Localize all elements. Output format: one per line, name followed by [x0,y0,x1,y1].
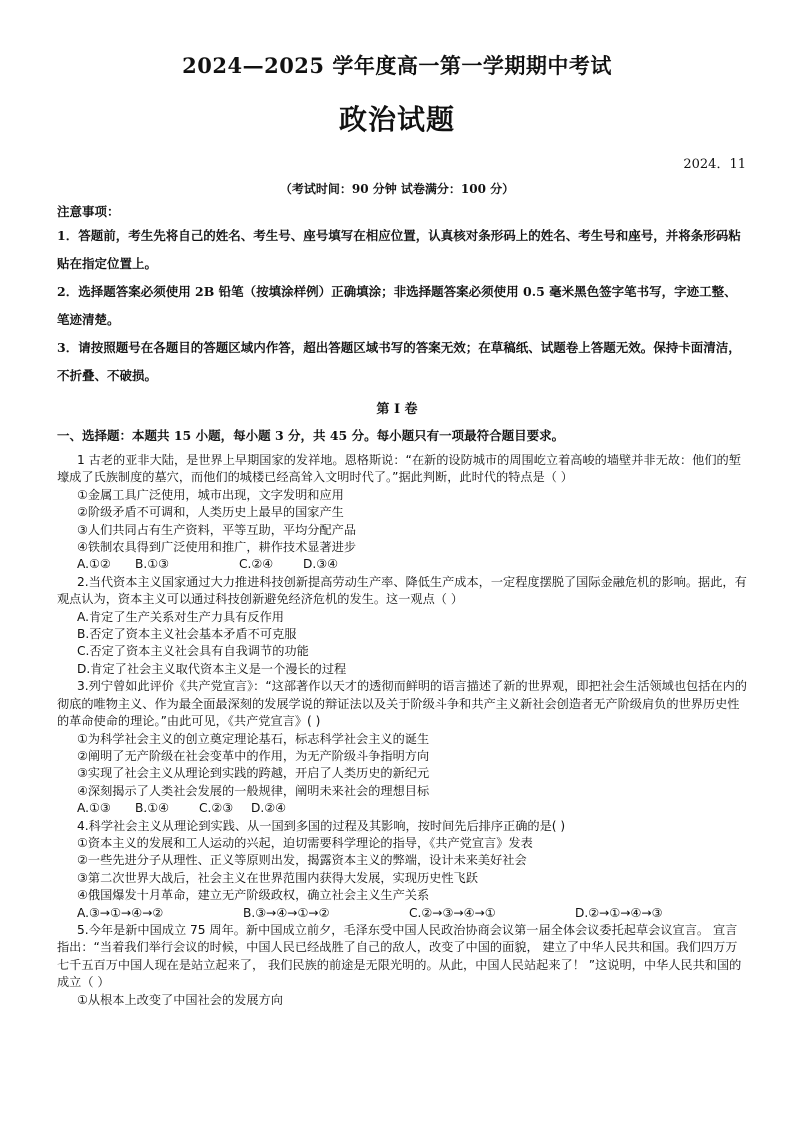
question-2-option: D.肯定了社会主义取代资本主义是一个漫长的过程 [77,661,347,676]
question-2-option: A.肯定了生产关系对生产力具有反作用 [77,609,284,624]
question-4-statement: ③第二次世界大战后，社会主义在世界范围内获得大发展，实现历史性飞跃 [77,870,478,885]
notice-item-3: 3．请按照题号在各题目的答题区域内作答，超出答题区域书写的答案无效；在草稿纸、试题卷上答题无效。保持卡面清洁，不折叠、不破损。 [57,340,741,383]
notice-item-2: 2．选择题答案必须使用 2B 铅笔（按填涂样例）正确填涂；非选择题答案必须使用 0.5 毫米黑色签字笔书写，字迹工整、笔迹清楚。 [57,284,737,327]
question-2-option: C.否定了资本主义社会具有自我调节的功能 [77,644,309,659]
question-3-statement: ④深刻揭示了人类社会发展的一般规律，阐明未来社会的理想目标 [77,783,430,798]
question-3-stem: 3.列宁曾如此评价《共产党宣言》：“这部著作以天才的透彻而鲜明的语言描述了新的世界观，即把社会生活领域也包括在内的彻底的唯物主义、作为最全面最深刻的发展学说的辩证法以及关于阶级斗争和共产主义新社会创造者无产阶级肩负的世界历史性的革命使命的理论。”由此可见，《共产党宣言》( ) [57,679,747,729]
question-5-stem: 5.今年是新中国成立 75 周年。新中国成立前夕，毛泽东受中国人民政治协商会议第一届全体会议委托起草会议宣言。 宣言指出：“当着我们举行会议的时候，中国人民已经战胜了自己的敌人，改变了中国的面貌， 建立了中华人民共和国。我们四万万七千五百万中国人现在是站立起来了， 我们民族的前途是无限光明的。从此，中国人民站起来了！ ”这说明，中华人民共和国的成立（ ） [57,922,742,990]
exam-date: 2024．11 [683,157,746,172]
question-1-stem: 1 古老的亚非大陆，是世界上早期国家的发祥地。恩格斯说：“在新的设防城市的周围屹立着高峻的墙壁并非无故：他们的堑壕成了氏族制度的墓穴，而他们的城楼已经高耸入文明时代了。”据此判断，此时代的特点是（ ） [57,453,741,485]
exam-subject: 政治试题 [338,103,455,136]
question-1-statement: ④铁制农具得到广泛使用和推广，耕作技术显著进步 [77,540,357,555]
choice-b: B.③→④→①→② [243,905,330,920]
choice-a: A.①③ [77,801,111,816]
section-heading: 一、选择题：本题共 15 小题，每小题 3 分，共 45 分。每小题只有一项最符合题目要求。 [57,428,565,443]
exam-title: 2024—2025 学年度高一第一学期期中考试 [182,53,612,78]
question-3-statement: ②阐明了无产阶级在社会变革中的作用，为无产阶级斗争指明方向 [77,748,430,763]
question-1-statement: ①金属工具广泛使用，城市出现，文字发明和应用 [77,487,344,502]
choice-b: B.①④ [135,801,170,816]
question-1-statement: ③人们共同占有生产资料，平等互助，平均分配产品 [77,522,357,537]
question-4-choices [57,905,747,922]
choice-c: C.②④ [239,557,274,572]
question-3-choices [57,800,747,817]
choice-c: C.②③ [199,801,234,816]
question-4-statement: ②一些先进分子从理性、正义等原则出发，揭露资本主义的弊端，设计未来美好社会 [77,853,527,868]
choice-d: D.②→①→④→③ [575,905,663,920]
notice-item-1: 1．答题前，考生先将自己的姓名、考生号、座号填写在相应位置，认真核对条形码上的姓名、考生号和座号，并将条形码粘贴在指定位置上。 [57,228,741,271]
notice-heading: 注意事项： [57,204,120,219]
question-4-statement: ①资本主义的发展和工人运动的兴起，迫切需要科学理论的指导，《共产党宣言》发表 [77,835,533,850]
choice-a: A.①② [77,557,111,572]
question-4-statement: ④俄国爆发十月革命，建立无产阶级政权，确立社会主义生产关系 [77,888,430,903]
choice-b: B.①③ [135,557,170,572]
question-4-stem: 4.科学社会主义从理论到实践、从一国到多国的过程及其影响，按时间先后排序正确的是( ) [77,818,566,833]
question-2-option: B.否定了资本主义社会基本矛盾不可克服 [77,627,297,642]
question-2-stem: 2.当代资本主义国家通过大力推进科技创新提高劳动生产率、降低生产成本，一定程度摆脱了国际金融危机的影响。据此，有观点认为，资本主义可以通过科技创新避免经济危机的发生。这一观点（ ） [57,574,747,607]
choice-d: D.③④ [303,557,339,572]
question-3-statement: ③实现了社会主义从理论到实践的跨越，开启了人类历史的新纪元 [77,766,430,781]
part-title: 第 I 卷 [376,402,418,417]
question-1-choices [57,556,747,573]
question-list [57,452,747,1009]
question-1-statement: ②阶级矛盾不可调和，人类历史上最早的国家产生 [77,505,344,520]
choice-c: C.②→③→④→① [409,905,496,920]
choice-a: A.③→①→④→② [77,905,164,920]
exam-info: （考试时间：90 分钟 试卷满分：100 分） [279,182,515,196]
question-5-statement: ①从根本上改变了中国社会的发展方向 [77,992,283,1007]
question-3-statement: ①为科学社会主义的创立奠定理论基石，标志科学社会主义的诞生 [77,731,430,746]
choice-d: D.②④ [251,801,287,816]
